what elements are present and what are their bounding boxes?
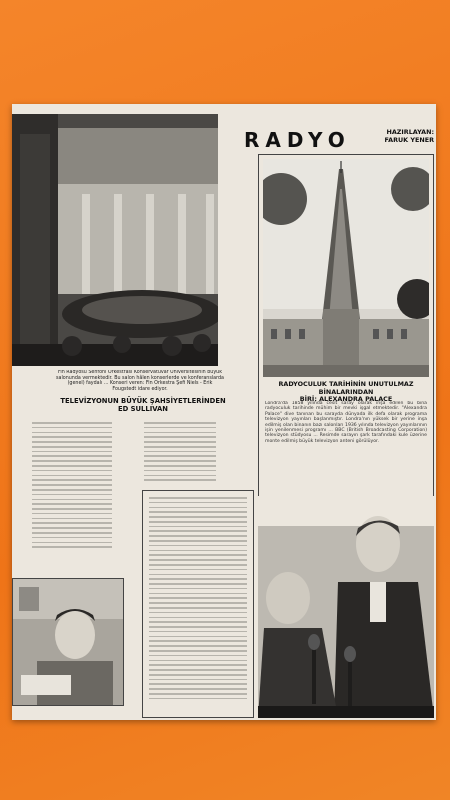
orchestra-hall-photo [12,114,218,366]
orchestra-caption: Fin Radyosu Senfoni Orkestrası Konservatuvar Üniversitesinin büyük salonunda vermektedir. Bu salon hâlen konserlerde ve konferanslarda (genel) faydalı ... Konseri veren: Fin Orkestra Şefi Niels - Erik Fougstedt idare ediyor. [56,370,224,392]
white-house-article-box [142,490,254,718]
white-house-article-text [149,497,247,703]
eisenhower-microphone-photo [258,496,434,718]
magazine-page [12,104,436,720]
byline: HAZIRLAYAN: FARUK YENER [384,128,434,144]
section-title: RADYO [244,128,351,152]
alexandra-palace-tower-photo [263,159,429,377]
alexandra-palace-box [258,154,434,508]
tv-personalities-heading: TELEVİZYONUN BÜYÜK ŞAHSİYETLERİNDEN ED SULLIVAN [60,397,226,413]
ed-sullivan-portrait-photo [12,578,124,706]
sullivan-article-column-2 [144,422,216,484]
palace-caption-heading: RADYOCULUK TARİHİNİN UNUTULMAZ BİNALARINDAN BİRİ: ALEXANDRA PALACE [278,380,414,404]
palace-article-text: Londra'da 1858 yılında cesit saray olarak inşa edilen bu bina radyoculuk tarihinde mühim bir mevki işgal etmektedir. "Alexandra Palace" dive tanınan bu sarayda dünyada ilk defa olarak programa televizyon yayınları başlanmıştır. Londra'nın yüksek bir yerine inşa edilmiş olan binanın bazı salonları 1936 yılında televizyon yayınlarının işin yenilenmesi programı ... BBC (British Broadcasting Corporation) televizyon stüdyosu ... Resimde sarayın şark tarafındaki kule üzerine monte edilmiş büyük televizyon anteni görülüyor. [265,401,427,444]
sullivan-article-column-1 [32,422,112,551]
